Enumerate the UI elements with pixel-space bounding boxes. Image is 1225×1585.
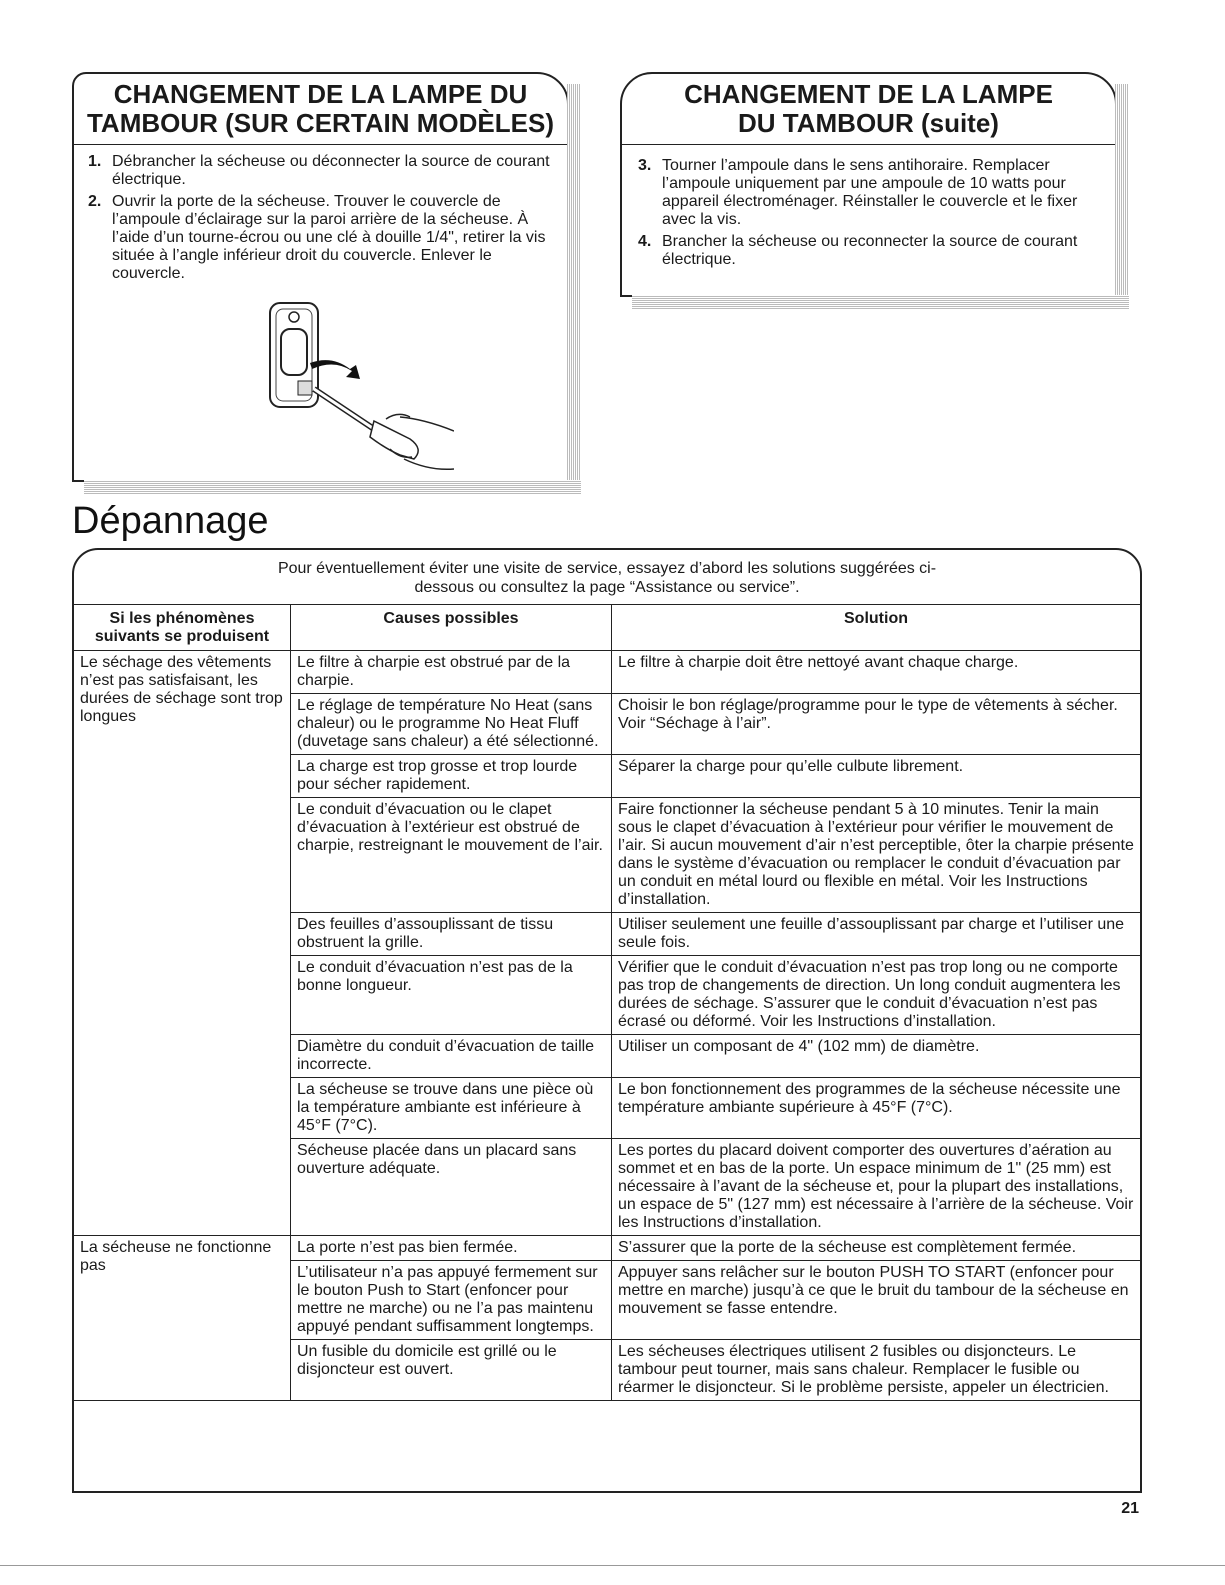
solution-cell: Les portes du placard doivent comporter des ouvertures d’aération au sommet et en bas de la porte. Un espace minimum de 1" (25 mm) est nécessaire à l’avant de la sécheuse et, pour la plupart des installations, un espace de 5" (127 mm) est nécessaire à l’arrière de la sécheuse. Voir les Instructions d’installation. [612,1139,1141,1236]
cause-cell: La porte n’est pas bien fermée. [291,1236,612,1261]
solution-cell: Appuyer sans relâcher sur le bouton PUSH TO START (enfoncer pour mettre en marche) jusqu’à ce que le bruit du tambour de la sécheuse en mouvement se fasse entendre. [612,1261,1141,1340]
cause-cell: Des feuilles d’assouplissant de tissu obstruent la grille. [291,913,612,956]
box-shadow-bottom [632,295,1129,309]
lamp-cover-screwdriver-illustration [214,299,454,474]
steps-list [74,145,567,283]
step-number: 3. [638,157,652,174]
box-shadow [1115,84,1129,309]
table-header-row [74,605,1140,651]
troubleshooting-table-box [72,548,1142,1493]
solution-cell: Utiliser seulement une feuille d’assouplissant par charge et l’utiliser une seule fois. [612,913,1141,956]
troubleshooting-table [74,605,1140,1401]
cause-cell: Le conduit d’évacuation ou le clapet d’évacuation à l’extérieur est obstrué de charpie, restreignant le mouvement de l’air. [291,798,612,913]
symptom-cell: La sécheuse ne fonctionne pas [74,1236,291,1401]
symptom-cell: Le séchage des vêtements n’est pas satisfaisant, les durées de séchage sont trop longues [74,651,291,1236]
cause-cell: Le filtre à charpie est obstrué par de la charpie. [291,651,612,694]
cause-cell: Le conduit d’évacuation n’est pas de la bonne longueur. [291,956,612,1035]
cause-cell: Le réglage de température No Heat (sans chaleur) ou le programme No Heat Fluff (duvetage sans chaleur) a été sélectionné. [291,694,612,755]
solution-cell: Le filtre à charpie doit être nettoyé avant chaque charge. [612,651,1141,694]
solution-cell: S’assurer que la porte de la sécheuse est complètement fermée. [612,1236,1141,1261]
box-shadow-bottom [84,480,581,494]
lamp-change-box [72,72,569,482]
box-title: CHANGEMENT DE LA LAMPE DU TAMBOUR (suite) [622,74,1115,145]
page-number: 21 [1121,1500,1139,1517]
step-text: Débrancher la sécheuse ou déconnecter la source de courant électrique. [112,153,550,188]
steps-list [622,145,1115,269]
section-title: Dépannage [72,500,269,542]
solution-cell: Les sécheuses électriques utilisent 2 fusibles ou disjoncteurs. Le tambour peut tourner, mais sans chaleur. Remplacer le fusible ou réarmer le disjoncteur. Si le problème persiste, appeler un électricien. [612,1340,1141,1401]
header-symptom: Si les phénomènes suivants se produisent [74,605,291,651]
solution-cell: Utiliser un composant de 4" (102 mm) de diamètre. [612,1035,1141,1078]
page-bottom-rule [0,1565,1225,1566]
intro-text: Pour éventuellement éviter une visite de service, essayez d’abord les solutions suggérées ci-dessous ou consultez la page “Assistance ou service”. [74,550,1140,605]
step-item [638,233,1099,269]
step-text: Tourner l’ampoule dans le sens antihoraire. Remplacer l’ampoule uniquement par une ampoule de 10 watts pour appareil électroménager. Réinstaller le couvercle et le fixer avec la vis. [662,157,1078,228]
cause-cell: Diamètre du conduit d’évacuation de taille incorrecte. [291,1035,612,1078]
cause-cell: La charge est trop grosse et trop lourde pour sécher rapidement. [291,755,612,798]
solution-cell: Choisir le bon réglage/programme pour le type de vêtements à sécher. Voir “Séchage à l’air”. [612,694,1141,755]
header-cause: Causes possibles [291,605,612,651]
box-title: CHANGEMENT DE LA LAMPE DU TAMBOUR (SUR CERTAIN MODÈLES) [74,74,567,145]
cause-cell: La sécheuse se trouve dans une pièce où la température ambiante est inférieure à 45°F (7°C). [291,1078,612,1139]
solution-cell: Vérifier que le conduit d’évacuation n’est pas trop long ou ne comporte pas trop de changements de direction. Un long conduit augmentera les durées de séchage. S’assurer que le conduit d’évacuation n’est pas écrasé ou déformé. Voir les Instructions d’installation. [612,956,1141,1035]
solution-cell: Le bon fonctionnement des programmes de la sécheuse nécessite une température ambiante supérieure à 45°F (7°C). [612,1078,1141,1139]
step-number: 1. [88,153,102,170]
cause-cell: Sécheuse placée dans un placard sans ouverture adéquate. [291,1139,612,1236]
step-item [638,157,1099,229]
step-number: 4. [638,233,652,250]
cause-cell: Un fusible du domicile est grillé ou le disjoncteur est ouvert. [291,1340,612,1401]
cause-cell: L’utilisateur n’a pas appuyé fermement sur le bouton Push to Start (enfoncer pour mettre ne marche) ou ne l’a pas maintenu appuyé pendant suffisamment longtemps. [291,1261,612,1340]
table-row [74,651,1140,694]
solution-cell: Séparer la charge pour qu’elle culbute librement. [612,755,1141,798]
table-row [74,1236,1140,1261]
step-item [88,193,551,283]
step-text: Ouvrir la porte de la sécheuse. Trouver le couvercle de l’ampoule d’éclairage sur la paroi arrière de la sécheuse. À l’aide d’un tourne-écrou ou une clé à douille 1/4", retirer la vis située à l’angle inférieur droit du couvercle. Enlever le couvercle. [112,193,546,282]
lamp-change-continued-box [620,72,1117,297]
solution-cell: Faire fonctionner la sécheuse pendant 5 à 10 minutes. Tenir la main sous le clapet d’évacuation à l’extérieur pour vérifier le mouvement de l’air. Si aucun mouvement d’air n’est perceptible, ôter la charpie présente dans le système d’évacuation ou remplacer le conduit d’évacuation par un conduit en métal lourd ou flexible en métal. Voir les Instructions d’installation. [612,798,1141,913]
step-item [88,153,551,189]
step-text: Brancher la sécheuse ou reconnecter la source de courant électrique. [662,233,1078,268]
step-number: 2. [88,193,102,210]
header-solution: Solution [612,605,1141,651]
box-shadow [567,84,581,494]
